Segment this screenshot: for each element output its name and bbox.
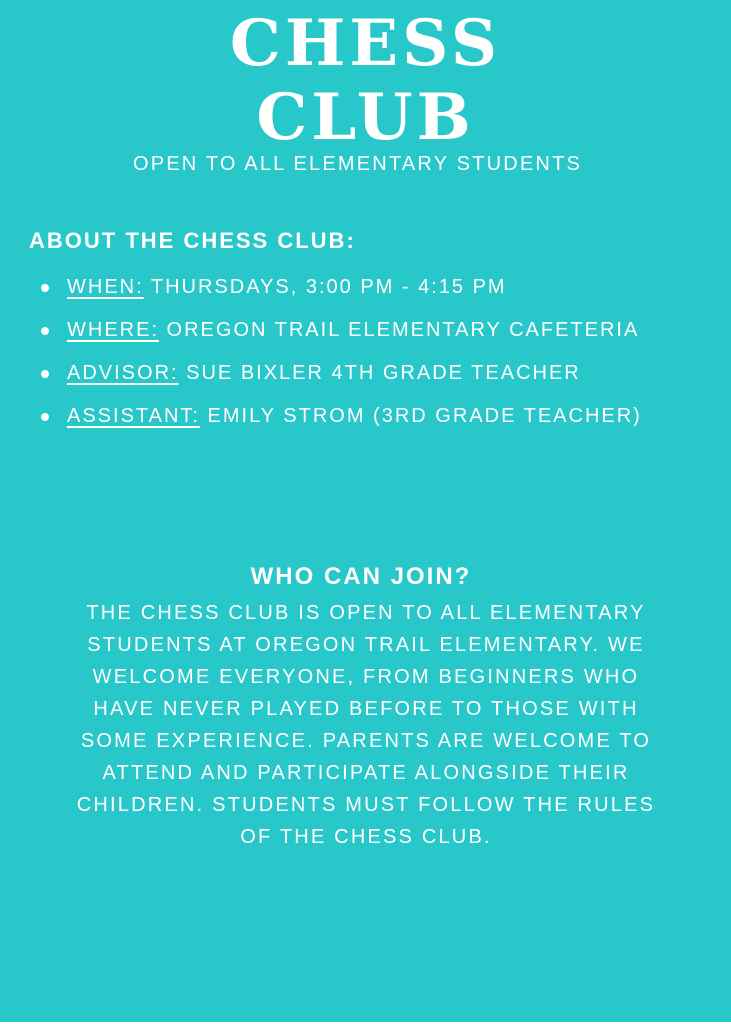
info-value: THURSDAYS, 3:00 PM - 4:15 PM — [143, 276, 507, 298]
title-line-1: CHESS — [229, 6, 502, 81]
info-item-where — [0, 309, 731, 352]
info-item-advisor — [0, 352, 731, 395]
info-label: ASSISTANT: — [67, 405, 200, 427]
who-can-join-body: THE CHESS CLUB IS OPEN TO ALL ELEMENTARY STUDENTS AT OREGON TRAIL ELEMENTARY. WE WELCOME EVERYONE, FROM BEGINNERS WHO HAVE NEVER PLAYED BEFORE TO THOSE WITH SOME EXPERIENCE. PARENTS ARE WELCOME TO ATTEND AND PARTICIPATE ALONGSIDE THEIR CHILDREN. STUDENTS MUST FOLLOW THE RULES OF THE CHESS CLUB. — [76, 602, 656, 848]
bullet-icon — [41, 370, 49, 378]
about-heading: ABOUT THE CHESS CLUB: — [29, 228, 356, 253]
info-value: OREGON TRAIL ELEMENTARY CAFETERIA — [159, 319, 640, 341]
info-label: WHEN: — [67, 276, 144, 298]
info-item-assistant — [0, 395, 731, 438]
info-value: EMILY STROM (3RD GRADE TEACHER) — [200, 405, 642, 427]
subtitle: OPEN TO ALL ELEMENTARY STUDENTS — [132, 153, 583, 175]
bullet-icon — [41, 413, 49, 421]
bullet-icon — [41, 327, 49, 335]
info-item-when — [0, 266, 731, 309]
who-can-join-heading: WHO CAN JOIN? — [250, 563, 472, 590]
title-line-2: CLUB — [256, 80, 475, 155]
info-value: SUE BIXLER 4TH GRADE TEACHER — [178, 362, 581, 384]
bullet-icon — [41, 284, 49, 292]
info-label: ADVISOR: — [67, 362, 179, 384]
info-label: WHERE: — [67, 319, 159, 341]
info-list — [0, 266, 731, 438]
